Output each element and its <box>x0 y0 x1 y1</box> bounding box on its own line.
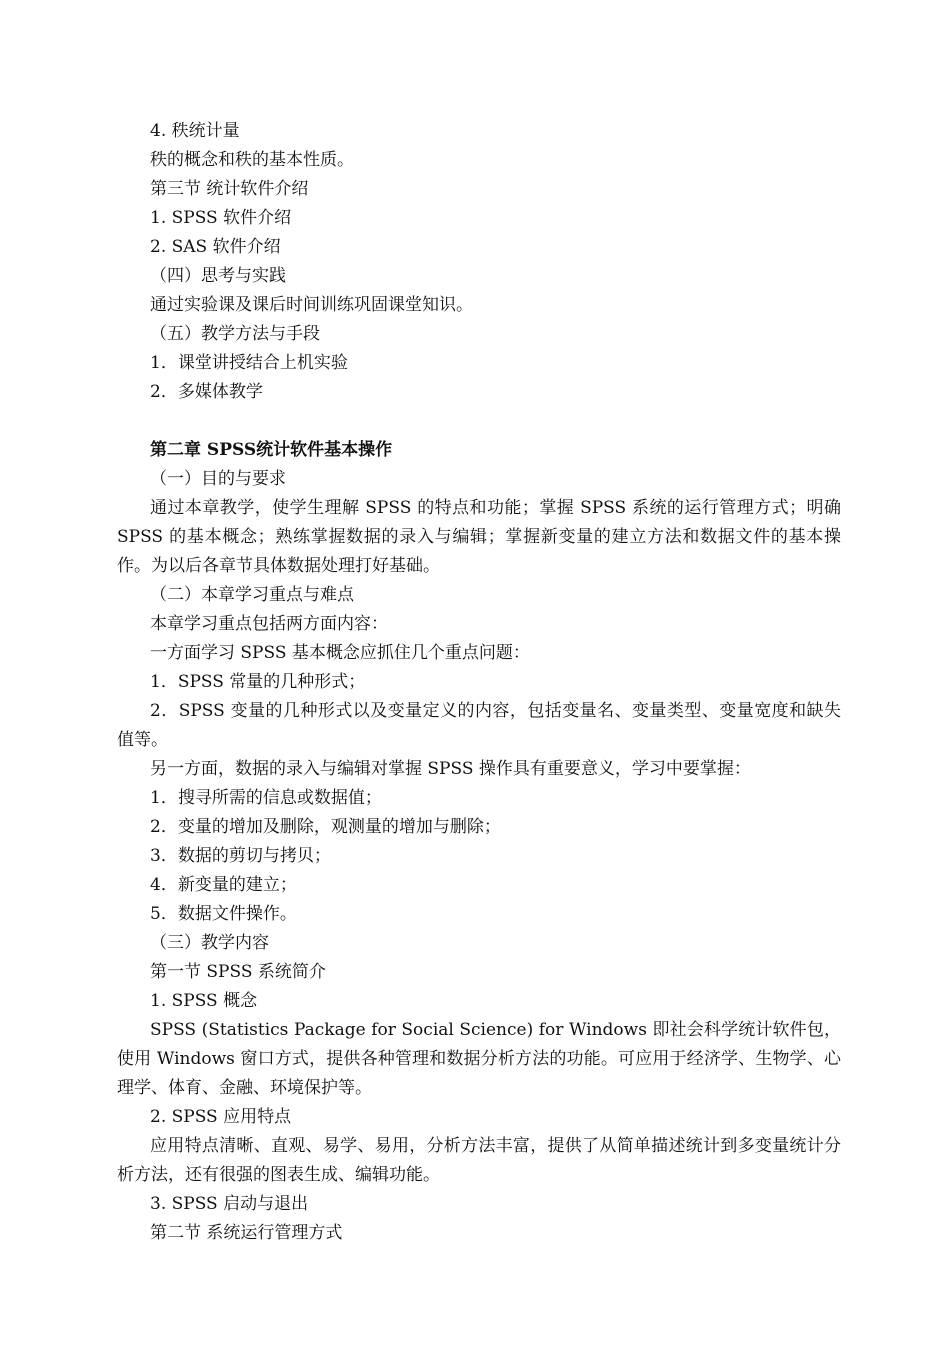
list-item: 5．数据文件操作。 <box>150 904 297 924</box>
method-item-2: 2．多媒体教学 <box>150 382 263 402</box>
paragraph-spss-concept: SPSS (Statistics Package for Social Science) for Windows 即社会科学统计软件包，使用 Windows 窗口方式，提供各种管理和数据分析方法的功能。可应用于经济学、生物学、心理学、体育、金融、环境保护等。 <box>117 1020 841 1098</box>
text-practice: 通过实验课及课后时间训练巩固课堂知识。 <box>150 295 473 315</box>
section-software-intro: 第三节 统计软件介绍 <box>150 179 309 199</box>
text-focus-part2: 另一方面，数据的录入与编辑对掌握 SPSS 操作具有重要意义，学习中要掌握： <box>150 759 751 779</box>
section-spss-system: 第一节 SPSS 系统简介 <box>150 962 326 982</box>
text-focus-part1: 一方面学习 SPSS 基本概念应抓住几个重点问题： <box>150 643 530 663</box>
heading-focus: （二）本章学习重点与难点 <box>150 585 354 605</box>
text-focus-intro: 本章学习重点包括两方面内容： <box>150 614 388 634</box>
list-item: 1．搜寻所需的信息或数据值； <box>150 788 382 808</box>
list-item: 4．新变量的建立； <box>150 875 297 895</box>
item-spss-intro: 1. SPSS 软件介绍 <box>150 208 292 228</box>
item-spss-features: 2. SPSS 应用特点 <box>150 1107 292 1127</box>
heading-content: （三）教学内容 <box>150 933 269 953</box>
list-item: 2．变量的增加及删除，观测量的增加与删除； <box>150 817 501 837</box>
text-rank-concept: 秩的概念和秩的基本性质。 <box>150 150 354 170</box>
focus-item-2: 2．SPSS 变量的几种形式以及变量定义的内容，包括变量名、变量类型、变量宽度和缺失值等。 <box>117 701 841 750</box>
heading-thinking-practice: （四）思考与实践 <box>150 266 286 286</box>
focus-item-1: 1．SPSS 常量的几种形式； <box>150 672 366 692</box>
list-item: 3．数据的剪切与拷贝； <box>150 846 331 866</box>
method-item-1: 1．课堂讲授结合上机实验 <box>150 353 348 373</box>
paragraph-goals: 通过本章教学，使学生理解 SPSS 的特点和功能；掌握 SPSS 系统的运行管理方式；明确 SPSS 的基本概念；熟练掌握数据的录入与编辑；掌握新变量的建立方法和数据文件的基本操作。为以后各章节具体数据处理打好基础。 <box>117 498 841 576</box>
chapter-title: 第二章 SPSS统计软件基本操作 <box>150 440 393 460</box>
page-content <box>117 117 841 1248</box>
section-system-management: 第二节 系统运行管理方式 <box>150 1223 343 1243</box>
heading-teaching-methods: （五）教学方法与手段 <box>150 324 320 344</box>
heading-rank-statistics: 4. 秩统计量 <box>150 121 240 141</box>
item-spss-start-exit: 3. SPSS 启动与退出 <box>150 1194 309 1214</box>
paragraph-spss-features: 应用特点清晰、直观、易学、易用，分析方法丰富，提供了从简单描述统计到多变量统计分析方法，还有很强的图表生成、编辑功能。 <box>117 1136 841 1185</box>
heading-goals: （一）目的与要求 <box>150 469 286 489</box>
item-sas-intro: 2. SAS 软件介绍 <box>150 237 281 257</box>
item-spss-concept: 1. SPSS 概念 <box>150 991 258 1011</box>
